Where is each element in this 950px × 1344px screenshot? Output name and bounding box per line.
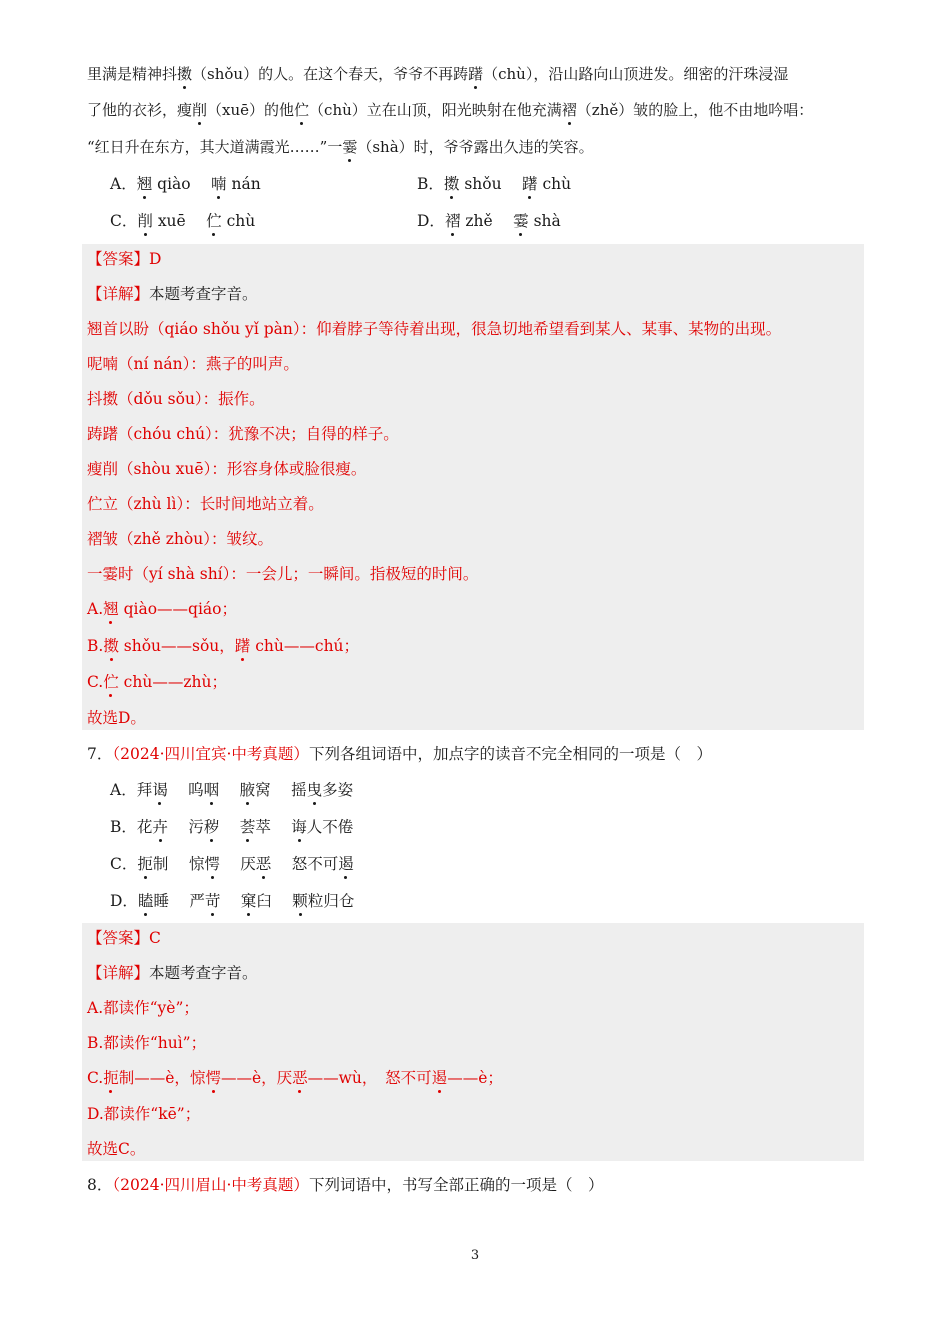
q7-option-d: D．瞌睡 严苛 窠臼 颗粒归仓: [110, 892, 355, 910]
q6-explain-3: 抖擞（dǒu sǒu）：振作。: [87, 390, 265, 408]
passage-line-2: 了他的衣衫，瘦削（xuē）的他伫（chù）立在山顶，阳光映射在他充满褶（zhě）皱的脸上，他不由地吟唱：: [87, 101, 814, 119]
passage-line-1: 里满是精神抖擞（shǒu）的人。在这个春天，爷爷不再踌躇（chù），沿山路向山顶进发。细密的汗珠浸湿: [87, 65, 789, 83]
q6-answer-box: [82, 244, 864, 730]
q6-option-a: A．翘 qiào 喃 nán: [110, 175, 261, 193]
q6-option-c-analysis: C.伫 chù——zhù；: [87, 673, 227, 691]
q6-detail: 【详解】本题考查字音。: [87, 285, 258, 303]
q8-stem: 8．（2024·四川眉山·中考真题）下列词语中，书写全部正确的一项是（ ）: [87, 1176, 604, 1194]
q6-explain-8: 一霎时（yí shà shí）：一会儿；一瞬间。指极短的时间。: [87, 565, 479, 583]
q7-answer: 【答案】C: [87, 929, 161, 947]
q7-option-a: A．拜谒 呜咽 腋窝 摇曳多姿: [110, 781, 354, 799]
page-number: 3: [470, 1248, 480, 1263]
q7-option-c-analysis: C.扼制——è，惊愕——è，厌恶——wù， 怒不可遏——è；: [87, 1069, 503, 1087]
q6-option-b-analysis: B.擞 shǒu——sǒu，躇 chù——chú；: [87, 637, 360, 655]
q6-explain-7: 褶皱（zhě zhòu）：皱纹。: [87, 530, 273, 548]
q6-explain-2: 呢喃（ní nán）：燕子的叫声。: [87, 355, 299, 373]
q6-answer: 【答案】D: [87, 250, 162, 268]
q6-option-c: C．削 xuē 伫 chù: [110, 212, 256, 230]
q6-conclusion: 故选D。: [87, 709, 146, 727]
q6-option-d: D．褶 zhě 霎 shà: [417, 212, 561, 230]
q7-option-b: B．花卉 污秽 荟萃 诲人不倦: [110, 818, 354, 836]
q7-stem: 7．（2024·四川宜宾·中考真题）下列各组词语中，加点字的读音不完全相同的一项是（ ）: [87, 745, 712, 763]
q6-explain-6: 伫立（zhù lì）：长时间地站立着。: [87, 495, 324, 513]
passage-line-3: “红日升在东方，其大道满霞光……”一霎（shà）时，爷爷露出久违的笑容。: [87, 138, 594, 156]
q6-option-a-analysis: A.翘 qiào——qiáo；: [87, 600, 237, 618]
q7-option-c: C．扼制 惊愕 厌恶 怒不可遏: [110, 855, 354, 873]
q6-explain-4: 踌躇（chóu chú）：犹豫不决；自得的样子。: [87, 425, 399, 443]
q6-explain-5: 瘦削（shòu xuē）：形容身体或脸很瘦。: [87, 460, 367, 478]
q7-option-a-analysis: A.都读作“yè”；: [87, 999, 199, 1017]
q6-option-b: B．擞 shǒu 躇 chù: [417, 175, 572, 193]
q6-explain-1: 翘首以盼（qiáo shǒu yǐ pàn）：仰着脖子等待着出现，很急切地希望看到某人、某事、某物的出现。: [87, 320, 782, 338]
q7-detail: 【详解】本题考查字音。: [87, 964, 258, 982]
q7-option-b-analysis: B.都读作“huì”；: [87, 1034, 207, 1052]
q7-conclusion: 故选C。: [87, 1140, 146, 1158]
q7-option-d-analysis: D.都读作“kē”；: [87, 1105, 201, 1123]
